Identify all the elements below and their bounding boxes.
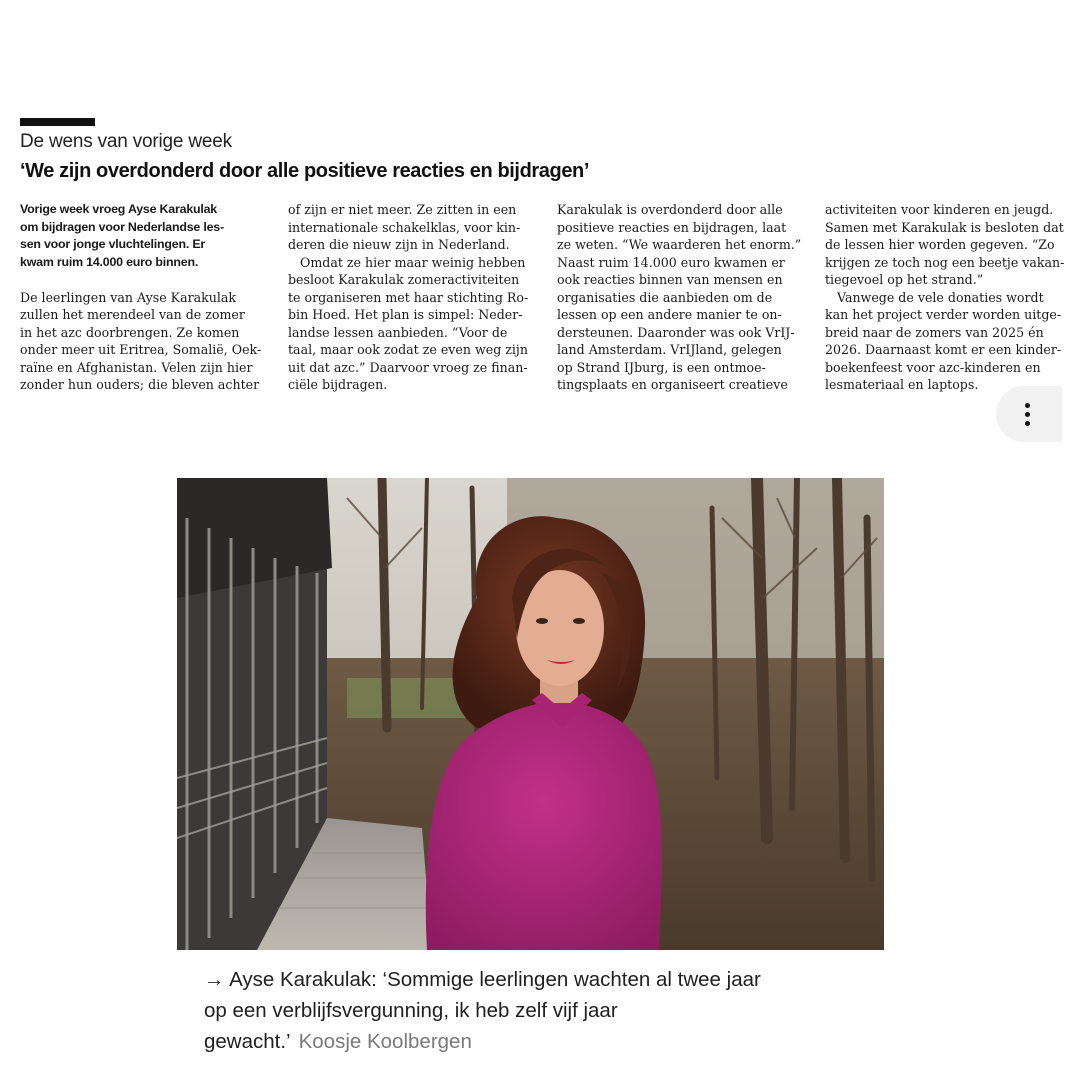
body-line: de lessen hier worden gegeven. “Zo	[825, 237, 1055, 252]
body-line: lessen op een andere manier te on-	[557, 307, 782, 322]
section-rule	[20, 118, 95, 126]
body-line: kan het project verder worden uitge-	[825, 307, 1062, 322]
body-line: tingsplaats en organiseert creatieve	[557, 377, 788, 392]
body-line: activiteiten voor kinderen en jeugd.	[825, 202, 1054, 217]
body-line: krijgen ze toch nog een beetje vakan-	[825, 254, 1065, 270]
body-line: De leerlingen van Ayse Karakulak	[20, 289, 237, 305]
lead-line: om bijdragen voor Nederlandse les-	[20, 219, 224, 234]
body-line: zonder hun ouders; die bleven achter	[20, 377, 260, 392]
body-line: te organiseren met haar stichting Ro-	[288, 289, 529, 305]
body-line: op Strand IJburg, is een ontmoe-	[557, 359, 766, 375]
lead-line: Vorige week vroeg Ayse Karakulak	[20, 202, 217, 216]
body-line: Vanwege de vele donaties wordt	[837, 289, 1044, 305]
article-headline: ‘We zijn overdonderd door alle positieve reacties en bijdragen’	[20, 160, 590, 182]
photo-caption	[204, 964, 884, 1057]
body-line: tiegevoel op het strand.”	[825, 272, 984, 287]
article-lead	[20, 201, 270, 271]
body-line: Naast ruim 14.000 euro kwamen er	[557, 254, 785, 270]
body-line: ciële bijdragen.	[288, 377, 388, 392]
caption-line	[204, 964, 884, 995]
body-line: raïne en Afghanistan. Velen zijn hier	[20, 359, 253, 375]
body-line: ook reacties binnen van mensen en	[557, 272, 783, 287]
body-line: breid naar de zomers van 2025 én	[825, 324, 1044, 340]
article-column-3	[557, 201, 807, 394]
body-line: organisaties die aanbieden om de	[557, 289, 773, 305]
body-line: land Amsterdam. VrIJland, gelegen	[557, 342, 782, 357]
body-line: landse lessen aanbieden. “Voor de	[288, 324, 508, 340]
body-line: ze weten. “We waarderen het enorm.”	[557, 237, 802, 252]
body-line: uit dat azc.” Daarvoor vroeg ze finan-	[288, 359, 528, 375]
photo-credit: Koosje Koolbergen	[298, 1030, 472, 1053]
body-line: dersteunen. Daaronder was ook VrIJ-	[557, 324, 795, 340]
body-line: bin Hoed. Het plan is simpel: Neder-	[288, 307, 523, 322]
arrow-right-icon: →	[204, 968, 225, 991]
portrait-illustration	[177, 478, 884, 950]
body-line: onder meer uit Eritrea, Somalië, Oek-	[20, 342, 262, 357]
body-line: in het azc doorbrengen. Ze komen	[20, 324, 240, 340]
caption-text: gewacht.’	[204, 1030, 291, 1053]
article-kicker: De wens van vorige week	[20, 131, 232, 152]
lead-line: sen voor jonge vluchtelingen. Er	[20, 237, 206, 251]
body-line: zullen het merendeel van de zomer	[20, 307, 245, 322]
more-vertical-icon	[1025, 403, 1030, 426]
body-line: internationale schakelklas, voor kin-	[288, 219, 521, 235]
body-line: besloot Karakulak zomeractiviteiten	[288, 272, 520, 287]
body-line: Samen met Karakulak is besloten dat	[825, 219, 1064, 235]
body-line: lesmateriaal en laptops.	[825, 377, 979, 392]
caption-line	[204, 1026, 884, 1057]
body-line: boekenfeest voor azc-kinderen en	[825, 359, 1041, 375]
article-column-1	[20, 201, 270, 394]
body-line: taal, maar ook zodat ze even weg zijn	[288, 342, 528, 357]
article-column-2	[288, 201, 538, 394]
more-options-button[interactable]	[996, 386, 1062, 442]
body-line: of zijn er niet meer. Ze zitten in een	[288, 202, 517, 217]
body-line: Karakulak is overdonderd door alle	[557, 202, 783, 217]
body-line: Omdat ze hier maar weinig hebben	[300, 254, 526, 270]
body-line: deren die nieuw zijn in Nederland.	[288, 237, 510, 252]
body-line: 2026. Daarnaast komt er een kinder-	[825, 342, 1062, 357]
caption-text: Ayse Karakulak: ‘Sommige leerlingen wachten al twee jaar	[229, 968, 761, 991]
article-column-4	[825, 201, 1075, 394]
body-line: positieve reacties en bijdragen, laat	[557, 219, 787, 235]
lead-line: kwam ruim 14.000 euro binnen.	[20, 254, 199, 269]
caption-line: op een verblijfsvergunning, ik heb zelf vijf jaar	[204, 999, 618, 1022]
article-photo	[177, 478, 884, 950]
